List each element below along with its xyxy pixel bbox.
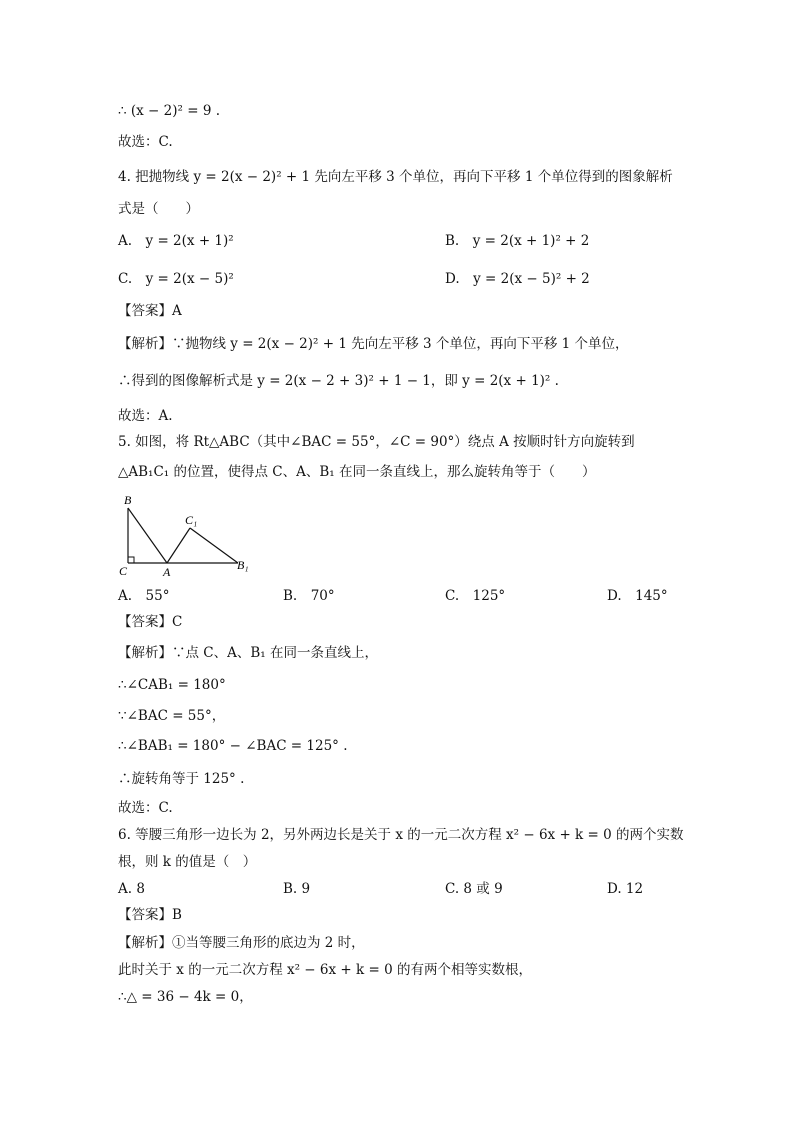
q6-option-a: A. 8 (118, 881, 145, 897)
label-b1: B₁ (237, 558, 249, 572)
question-6-stem-cont: 根，则 k 的值是（ ） (118, 854, 257, 870)
q4-choice: 故选：A. (118, 408, 173, 424)
q4-option-b: B. y = 2(x + 1)² + 2 (445, 233, 590, 249)
question-4-stem: 4. 把抛物线 y = 2(x − 2)² + 1 先向左平移 3 个单位，再向下平移 1 个单位得到的图象解析 (118, 169, 673, 185)
right-angle-mark (128, 557, 134, 563)
segment-c1b1 (190, 528, 238, 563)
segment-ac1 (167, 528, 190, 563)
segment-ba (128, 508, 167, 563)
q6-analysis: 【解析】①当等腰三角形的底边为 2 时， (118, 935, 365, 951)
q5-option-d: D. 145° (607, 588, 668, 604)
q4-answer: 【答案】A (118, 303, 182, 319)
q4-option-d: D. y = 2(x − 5)² + 2 (445, 271, 590, 287)
label-c1: C₁ (185, 513, 198, 527)
label-b: B (124, 493, 132, 507)
q5-choice: 故选：C. (118, 800, 173, 816)
q4-analysis: 【解析】∵抛物线 y = 2(x − 2)² + 1 先向左平移 3 个单位，再向下平移 1 个单位， (118, 336, 629, 352)
q6-analysis-step-1: 此时关于 x 的一元二次方程 x² − 6x + k = 0 的有两个相等实数根， (118, 962, 532, 978)
q5-analysis: 【解析】∵点 C、A、B₁ 在同一条直线上， (118, 645, 378, 661)
label-a: A (163, 565, 171, 579)
line-q3-choice: 故选：C. (118, 134, 173, 150)
question-6-stem: 6. 等腰三角形一边长为 2，另外两边长是关于 x 的一元二次方程 x² − 6x + k = 0 的两个实数 (118, 827, 684, 843)
rotation-figure (110, 490, 260, 580)
q4-option-c: C. y = 2(x − 5)² (118, 271, 234, 287)
question-5-stem-cont: △AB₁C₁ 的位置，使得点 C、A、B₁ 在同一条直线上，那么旋转角等于（ ） (118, 464, 596, 480)
q5-step-3: ∴∠BAB₁ = 180° − ∠BAC = 125° . (118, 738, 348, 754)
q6-option-c: C. 8 或 9 (445, 881, 503, 897)
q4-option-a: A. y = 2(x + 1)² (118, 233, 234, 249)
q5-option-a: A. 55° (118, 588, 170, 604)
q6-option-d: D. 12 (607, 881, 644, 897)
q4-analysis-result: ∴得到的图像解析式是 y = 2(x − 2 + 3)² + 1 − 1，即 y = 2(x + 1)² . (118, 373, 559, 389)
q5-step-2: ∵∠BAC = 55°， (118, 708, 226, 724)
q5-step-1: ∴∠CAB₁ = 180° (118, 677, 226, 693)
line-q3-result: ∴ (x − 2)² = 9 . (118, 103, 220, 119)
q5-option-c: C. 125° (445, 588, 506, 604)
q6-analysis-step-2: ∴△ = 36 − 4k = 0， (118, 989, 253, 1005)
q5-option-b: B. 70° (283, 588, 335, 604)
q5-step-4: ∴旋转角等于 125° . (118, 771, 245, 787)
question-5-stem: 5. 如图，将 Rt△ABC（其中∠BAC = 55°，∠C = 90°）绕点 A 按顺时针方向旋转到 (118, 434, 635, 450)
q6-answer: 【答案】B (118, 907, 182, 923)
label-c: C (119, 564, 128, 578)
q6-option-b: B. 9 (283, 881, 311, 897)
question-4-stem-cont: 式是（ ） (118, 201, 199, 217)
q5-answer: 【答案】C (118, 614, 183, 630)
